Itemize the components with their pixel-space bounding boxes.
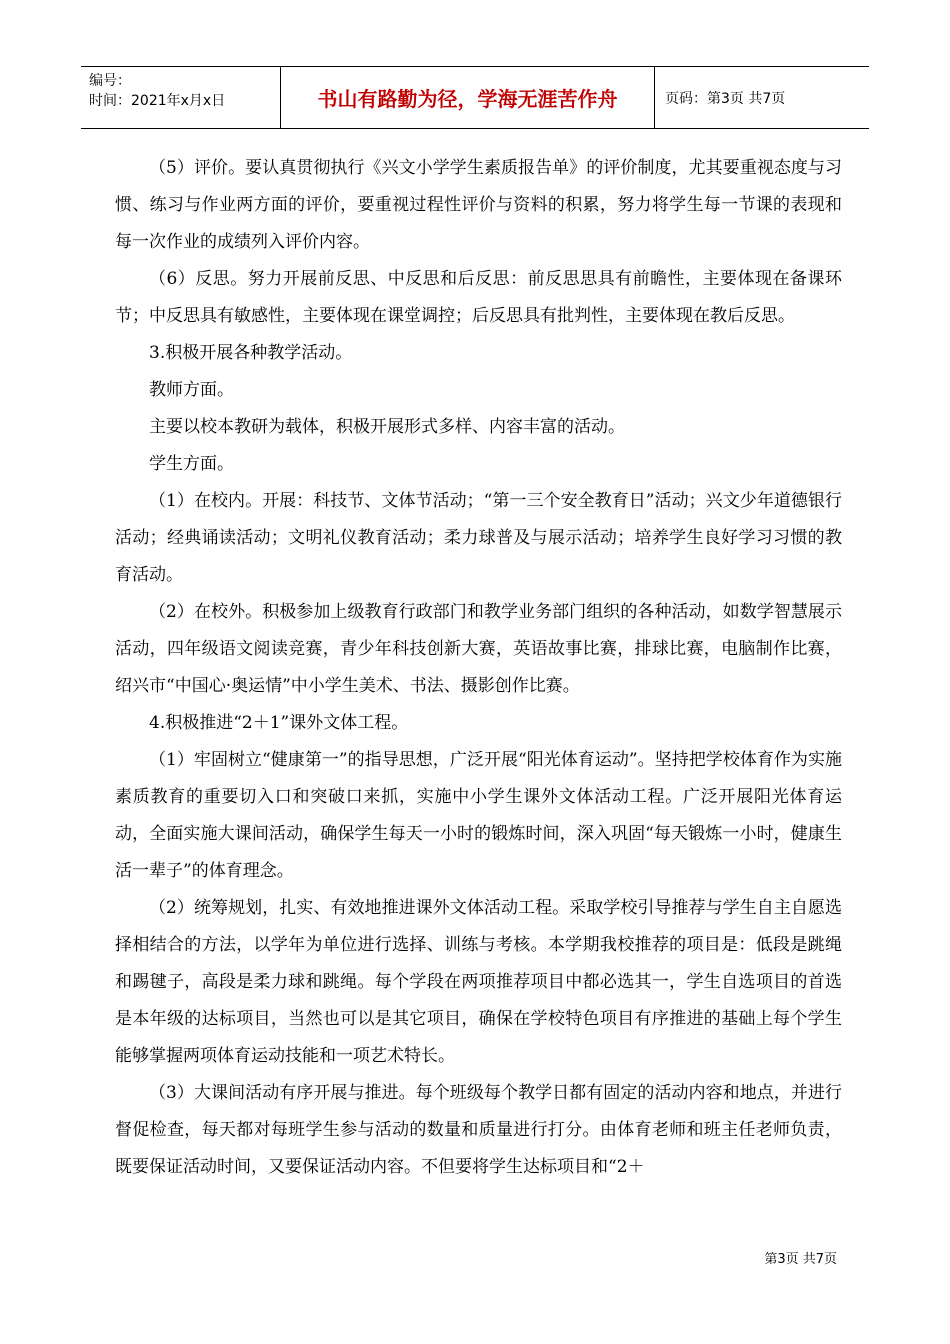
- header-meta: [81, 67, 281, 128]
- paragraph: （3）大课间活动有序开展与推进。每个班级每个教学日都有固定的活动内容和地点，并进行督促检查，每天都对每班学生参与活动的数量和质量进行打分。由体育老师和班主任老师负责，既要保证活动时间，又要保证活动内容。不但要将学生达标项目和“2＋: [115, 1083, 842, 1177]
- paragraph: （6）反思。努力开展前反思、中反思和后反思：前反思思具有前瞻性，主要体现在备课环节；中反思具有敏感性，主要体现在课堂调控；后反思具有批判性，主要体现在教后反思。: [115, 269, 842, 326]
- page-header: [81, 66, 869, 129]
- header-page-info: 页码：第3页 共7页: [665, 90, 786, 107]
- page-footer: 第3页 共7页: [764, 1252, 837, 1267]
- section-heading: 4.积极推进“2＋1”课外文体工程。: [149, 713, 409, 733]
- section-heading: 3.积极开展各种教学活动。: [149, 343, 353, 363]
- paragraph: （5）评价。要认真贯彻执行《兴文小学学生素质报告单》的评价制度，尤其要重视态度与习惯、练习与作业两方面的评价，要重视过程性评价与资料的积累，努力将学生每一节课的表现和每一次作业的成绩列入评价内容。: [115, 158, 842, 252]
- paragraph: （1）在校内。开展：科技节、文体节活动；“第一三个安全教育日”活动；兴文少年道德银行活动；经典诵读活动；文明礼仪教育活动；柔力球普及与展示活动；培养学生良好学习习惯的教育活动。: [115, 491, 842, 585]
- paragraph: （2）统筹规划，扎实、有效地推进课外文体活动工程。采取学校引导推荐与学生自主自愿选择相结合的方法，以学年为单位进行选择、训练与考核。本学期我校推荐的项目是：低段是跳绳和踢毽子，高段是柔力球和跳绳。每个学段在两项推荐项目中都必选其一，学生自选项目的首选是本年级的达标项目，当然也可以是其它项目，确保在学校特色项目有序推进的基础上每个学生能够掌握两项体育运动技能和一项艺术特长。: [115, 898, 842, 1066]
- subheading: 教师方面。: [149, 380, 234, 400]
- body-text: [115, 150, 842, 1186]
- paragraph: （2）在校外。积极参加上级教育行政部门和教学业务部门组织的各种活动，如数学智慧展示活动，四年级语文阅读竞赛，青少年科技创新大赛，英语故事比赛，排球比赛，电脑制作比赛，绍兴市“中国心·奥运情”中小学生美术、书法、摄影创作比赛。: [115, 602, 842, 696]
- serial-number: 编号：: [89, 73, 131, 89]
- header-motto: 书山有路勤为径，学海无涯苦作舟: [281, 67, 655, 128]
- paragraph: （1）牢固树立“健康第一”的指导思想，广泛开展“阳光体育运动”。坚持把学校体育作为实施素质教育的重要切入口和突破口来抓，实施中小学生课外文体活动工程。广泛开展阳光体育运动，全面实施大课间活动，确保学生每天一小时的锻炼时间，深入巩固“每天锻炼一小时，健康生活一辈子”的体育理念。: [115, 750, 842, 881]
- paragraph: 主要以校本教研为载体，积极开展形式多样、内容丰富的活动。: [149, 417, 625, 437]
- subheading: 学生方面。: [149, 454, 234, 474]
- date-line: 时间：2021年x月x日: [89, 93, 226, 109]
